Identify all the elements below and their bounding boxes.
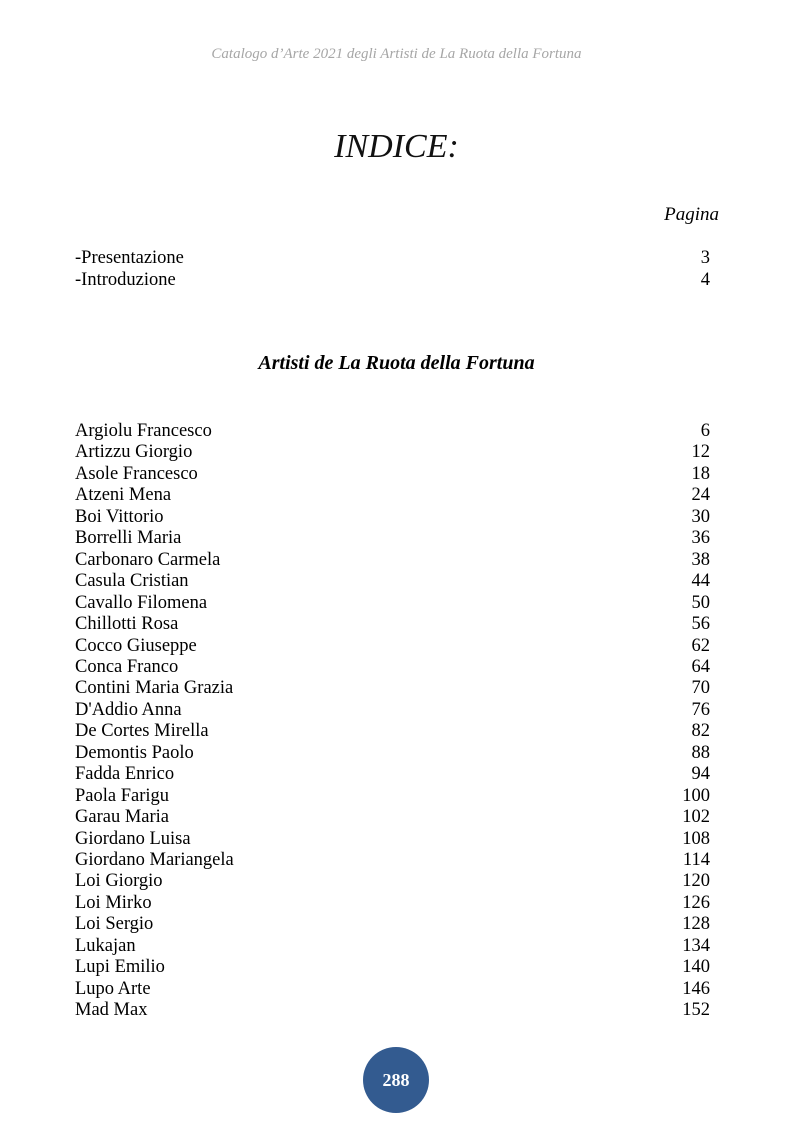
artist-page: 134 [682, 935, 710, 956]
artist-name: D'Addio Anna [75, 699, 182, 720]
artist-name: Cocco Giuseppe [75, 635, 197, 656]
artist-name: Loi Giorgio [75, 871, 163, 892]
artist-page: 36 [691, 528, 710, 549]
artist-name: Artizzu Giorgio [75, 442, 193, 463]
artist-page: 120 [682, 871, 710, 892]
artist-entry [75, 763, 710, 785]
artist-page: 94 [691, 764, 710, 785]
artist-entry [75, 806, 710, 828]
artist-page: 6 [700, 421, 710, 441]
artist-page: 128 [682, 914, 710, 935]
artist-page: 30 [691, 506, 710, 527]
artist-page: 88 [691, 742, 710, 763]
artist-name: Lukajan [75, 935, 136, 956]
artist-entry [75, 527, 710, 549]
artist-name: Casula Cristian [75, 571, 189, 592]
artist-page: 100 [682, 785, 710, 806]
artist-entry [75, 828, 710, 850]
artist-entry [75, 849, 710, 871]
artist-page: 70 [691, 678, 710, 699]
artist-entry [75, 677, 710, 699]
artist-name: Lupo Arte [75, 978, 151, 999]
artist-page: 114 [682, 850, 710, 870]
artist-name: Borrelli Maria [75, 528, 182, 549]
artist-name: Atzeni Mena [75, 485, 172, 506]
artist-entry [75, 463, 710, 485]
artist-name: Lupi Emilio [75, 957, 165, 978]
artist-name: Mad Max [75, 1000, 148, 1021]
artist-entry [75, 506, 710, 528]
artist-name: Demontis Paolo [75, 742, 194, 763]
toc-entry-page: 4 [700, 270, 710, 290]
artist-entry [75, 978, 710, 1000]
index-title: INDICE: [334, 128, 459, 165]
artist-name: Garau Maria [75, 807, 169, 828]
artist-page: 64 [691, 656, 710, 677]
artist-page: 140 [682, 957, 710, 978]
artist-page: 38 [691, 549, 710, 570]
artist-entry [75, 892, 710, 914]
toc-entry [75, 269, 710, 291]
section-heading: Artisti de La Ruota della Fortuna [258, 352, 535, 374]
artist-page: 126 [682, 892, 710, 913]
artist-page: 146 [682, 978, 710, 999]
artist-page: 108 [682, 828, 710, 849]
artist-entry [75, 720, 710, 742]
artist-entry [75, 656, 710, 678]
running-header: Catalogo d’Arte 2021 degli Artisti de La Ruota della Fortuna [211, 46, 582, 62]
toc-entry-page: 3 [700, 248, 710, 268]
artist-entry [75, 742, 710, 764]
toc-entry-label: -Introduzione [75, 270, 176, 290]
artist-name: Carbonaro Carmela [75, 549, 221, 570]
artist-name: Paola Farigu [75, 785, 170, 806]
artist-entry [75, 785, 710, 807]
page-column-label: Pagina [664, 204, 719, 225]
artist-entry [75, 635, 710, 657]
toc-entry [75, 247, 710, 269]
artist-name: Conca Franco [75, 656, 179, 677]
artist-entry [75, 870, 710, 892]
artist-entry [75, 549, 710, 571]
artist-page: 62 [691, 635, 710, 656]
artist-name: Cavallo Filomena [75, 592, 208, 613]
artist-page: 18 [691, 463, 710, 484]
artist-page: 12 [691, 442, 710, 463]
artist-name: Fadda Enrico [75, 764, 175, 785]
artist-name: Loi Mirko [75, 892, 152, 913]
artist-name: Loi Sergio [75, 914, 154, 935]
artist-page: 102 [682, 807, 710, 828]
artist-entry [75, 420, 710, 442]
artist-entry [75, 913, 710, 935]
artist-page: 76 [691, 699, 710, 720]
artist-name: Asole Francesco [75, 463, 198, 484]
artist-entry [75, 935, 710, 957]
artist-name: De Cortes Mirella [75, 721, 209, 742]
artist-name: Giordano Luisa [75, 828, 191, 849]
page-number-badge: 288 [363, 1047, 429, 1113]
toc-entry-label: -Presentazione [75, 248, 184, 268]
artist-entry [75, 484, 710, 506]
artist-name: Argiolu Francesco [75, 421, 212, 441]
artist-entry [75, 699, 710, 721]
artist-page: 24 [691, 485, 710, 506]
artist-page: 44 [691, 571, 710, 592]
artist-entry [75, 613, 710, 635]
artist-entry [75, 999, 710, 1021]
artist-page: 56 [691, 614, 710, 635]
artist-entry [75, 441, 710, 463]
artist-name: Giordano Mariangela [75, 850, 234, 870]
artist-page: 152 [682, 1000, 710, 1021]
artist-page: 82 [691, 721, 710, 742]
artist-entry [75, 592, 710, 614]
artist-entry [75, 956, 710, 978]
artist-entry [75, 570, 710, 592]
artist-name: Chillotti Rosa [75, 614, 179, 635]
artist-page: 50 [691, 592, 710, 613]
artist-name: Contini Maria Grazia [75, 678, 234, 699]
artist-name: Boi Vittorio [75, 506, 164, 527]
